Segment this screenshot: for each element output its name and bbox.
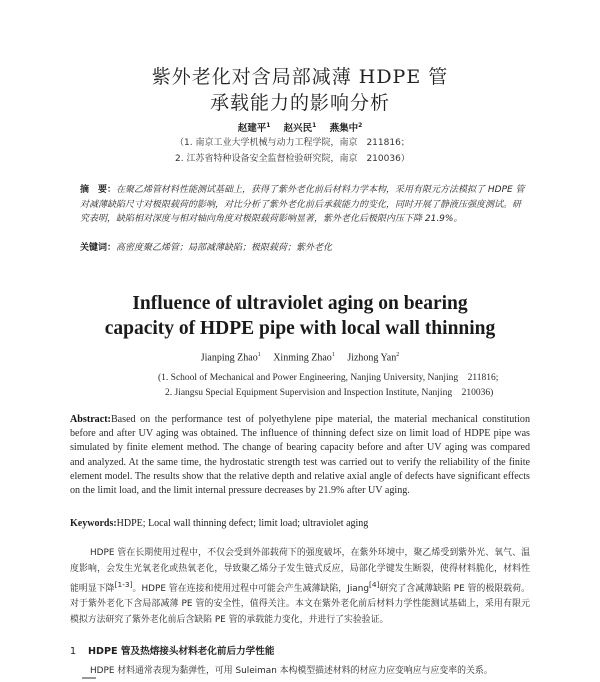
cn-author-3-sup: 2 bbox=[358, 121, 363, 129]
intro-paragraph bbox=[70, 546, 530, 628]
section-heading-1 bbox=[70, 643, 274, 657]
cn-title-line-2: 承载能力的影响分析 bbox=[209, 92, 390, 114]
cn-author-2: 赵兴民 bbox=[283, 123, 313, 134]
en-abstract-text: Based on the performance test of polyethylene pipe material, the material mechanical constitution before and after UV aging was obtained. The influence of thinning defect size on limit load of HDPE pipe was simulated by finite element method. The change of bearing capacity before and after UV aging was compared and analyzed. At the same time, the hydrostatic strength test was carried out to verify the reliability of the finite element model. The results show that the relative depth and relative axial angle of defects have significant effects on the limit load, and the limit internal pressure decreases by 21.9% after UV aging. bbox=[70, 414, 530, 497]
en-title-line-2: capacity of HDPE pipe with local wall thinning bbox=[104, 318, 496, 339]
en-affiliation-2: 2. Jiangsu Special Equipment Supervision and Inspection Institute, Nanjing 210036) bbox=[165, 388, 494, 398]
en-keywords-text: HDPE; Local wall thinning defect; limit load; ultraviolet aging bbox=[116, 518, 369, 529]
cn-affiliation-2: 2. 江苏省特种设备安全监督检验研究院，南京 210036） bbox=[175, 154, 410, 164]
section-title: HDPE 管及热熔接头材料老化前后力学性能 bbox=[88, 646, 275, 657]
en-author-3: Jizhong Yan bbox=[347, 352, 397, 364]
en-authors bbox=[0, 352, 600, 363]
en-title-line-1: Influence of ultraviolet aging on bearing bbox=[132, 293, 468, 314]
cn-abstract-label: 摘 要： bbox=[80, 185, 117, 195]
en-abstract-label: Abstract: bbox=[70, 414, 111, 425]
cn-keywords-label: 关键词： bbox=[80, 243, 117, 253]
cn-keywords-text: 高密度聚乙烯管；局部减薄缺陷；极限载荷；紫外老化 bbox=[116, 243, 333, 253]
en-author-2-sup: 1 bbox=[331, 352, 335, 358]
cn-authors bbox=[0, 120, 600, 134]
section-number: 1 bbox=[70, 646, 77, 657]
intro-text-b: 。HDPE 管在连接和使用过程中可能会产生减薄缺陷，Jiang bbox=[132, 583, 369, 594]
intro-text-c: 研究了含减薄缺陷 PE 管的极限载荷。对于紫外老化下含局部减薄 PE 管的安全性，值得关注。本文在紫外老化前后材料力学性能测试基础上，采用有限元模拟方法研究了紫外老化前后含缺陷 PE 管的承载能力变化，并进行了实验验证。 bbox=[70, 583, 530, 625]
en-author-1-sup: 1 bbox=[257, 352, 261, 358]
intro-citation-2: [4] bbox=[369, 580, 380, 589]
en-keywords-label: Keywords: bbox=[70, 518, 117, 529]
cn-abstract bbox=[80, 183, 525, 227]
cn-author-3: 燕集中 bbox=[329, 123, 359, 134]
section-1-paragraph bbox=[70, 663, 530, 676]
scan-artifact bbox=[82, 677, 96, 679]
en-keywords bbox=[70, 518, 530, 529]
intro-citation-1: [1-3] bbox=[114, 580, 133, 589]
en-author-3-sup: 2 bbox=[396, 352, 400, 358]
cn-author-1-sup: 1 bbox=[266, 121, 271, 129]
cn-author-1: 赵建平 bbox=[237, 123, 267, 134]
en-abstract bbox=[70, 413, 530, 498]
cn-keywords bbox=[80, 240, 525, 253]
en-author-2: Xinming Zhao bbox=[273, 352, 332, 364]
cn-author-2-sup: 1 bbox=[312, 121, 317, 129]
cn-affiliation-1: （1. 南京工业大学机械与动力工程学院，南京 211816； bbox=[175, 138, 410, 148]
en-affiliation-1: (1. School of Mechanical and Power Engineering, Nanjing University, Nanjing 211816; bbox=[158, 373, 499, 383]
intro-text-a: HDPE 管在长期使用过程中，不仅会受到外部载荷下的强度破坏，在紫外环境中，聚乙烯受到紫外光、氧气、温度影响，会发生光氧老化或热氧老化，导致聚乙烯分子发生链式反应，局部化学键发生断裂，使得材料脆化，材料性能明显下降 bbox=[70, 548, 530, 594]
cn-title-line-1: 紫外老化对含局部减薄 HDPE 管 bbox=[151, 66, 449, 88]
section-1-text: HDPE 材料通常表现为黏弹性，可用 Suleiman 本构模型描述材料的材应力应变响应与应变率的关系。 bbox=[90, 666, 493, 676]
en-author-1: Jianping Zhao bbox=[200, 352, 258, 364]
cn-abstract-text: 在聚乙烯管材料性能测试基础上，获得了紫外老化前后材料力学本构，采用有限元方法模拟了 HDPE 管对减薄缺陷尺寸对极限载荷的影响，对比分析了紫外老化前后承载能力的变化，同时开展了静液压强度测试。研究表明，缺陷相对深度与相对轴向角度对极限载荷影响显著，紫外老化后极限内压下降 21.9%。 bbox=[80, 185, 525, 224]
